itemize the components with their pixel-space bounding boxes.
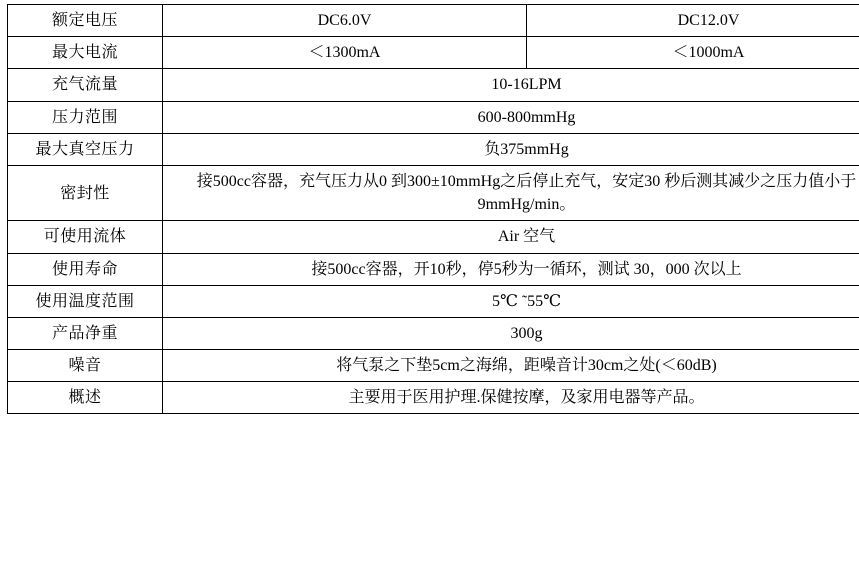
row-label: 压力范围 xyxy=(8,101,163,133)
row-label: 概述 xyxy=(8,382,163,414)
row-value: 接500cc容器，开10秒，停5秒为一循环，测试 30，000 次以上 xyxy=(163,253,859,285)
row-value-left: ＜1300mA xyxy=(163,37,527,69)
row-value: 5℃ ˜55℃ xyxy=(163,285,859,317)
table-row xyxy=(8,5,859,37)
row-label: 密封性 xyxy=(8,165,163,220)
row-value: 600-800mmHg xyxy=(163,101,859,133)
table-row xyxy=(8,165,859,220)
table-row xyxy=(8,350,859,382)
table-row xyxy=(8,382,859,414)
row-value-right: ＜1000mA xyxy=(527,37,859,69)
row-value: 10-16LPM xyxy=(163,69,859,101)
row-label: 最大电流 xyxy=(8,37,163,69)
row-label: 噪音 xyxy=(8,350,163,382)
row-label: 额定电压 xyxy=(8,5,163,37)
row-label: 可使用流体 xyxy=(8,221,163,253)
specification-table-body xyxy=(8,5,859,414)
table-row xyxy=(8,37,859,69)
row-value: Air 空气 xyxy=(163,221,859,253)
row-value-left: DC6.0V xyxy=(163,5,527,37)
table-row xyxy=(8,221,859,253)
row-label: 使用温度范围 xyxy=(8,285,163,317)
table-row xyxy=(8,317,859,349)
row-value-right: DC12.0V xyxy=(527,5,859,37)
table-row xyxy=(8,133,859,165)
row-label: 最大真空压力 xyxy=(8,133,163,165)
row-label: 产品净重 xyxy=(8,317,163,349)
row-value: 300g xyxy=(163,317,859,349)
row-label: 使用寿命 xyxy=(8,253,163,285)
table-row xyxy=(8,69,859,101)
row-value: 将气泵之下垫5cm之海绵，距噪音计30cm之处(＜60dB) xyxy=(163,350,859,382)
row-value: 负375mmHg xyxy=(163,133,859,165)
table-row xyxy=(8,101,859,133)
table-row xyxy=(8,285,859,317)
row-label: 充气流量 xyxy=(8,69,163,101)
row-value: 接500cc容器，充气压力从0 到300±10mmHg之后停止充气，安定30 秒后测其减少之压力值小于9mmHg/min。 xyxy=(163,165,859,220)
table-row xyxy=(8,253,859,285)
row-value: 主要用于医用护理.保健按摩，及家用电器等产品。 xyxy=(163,382,859,414)
specification-table xyxy=(7,4,859,414)
